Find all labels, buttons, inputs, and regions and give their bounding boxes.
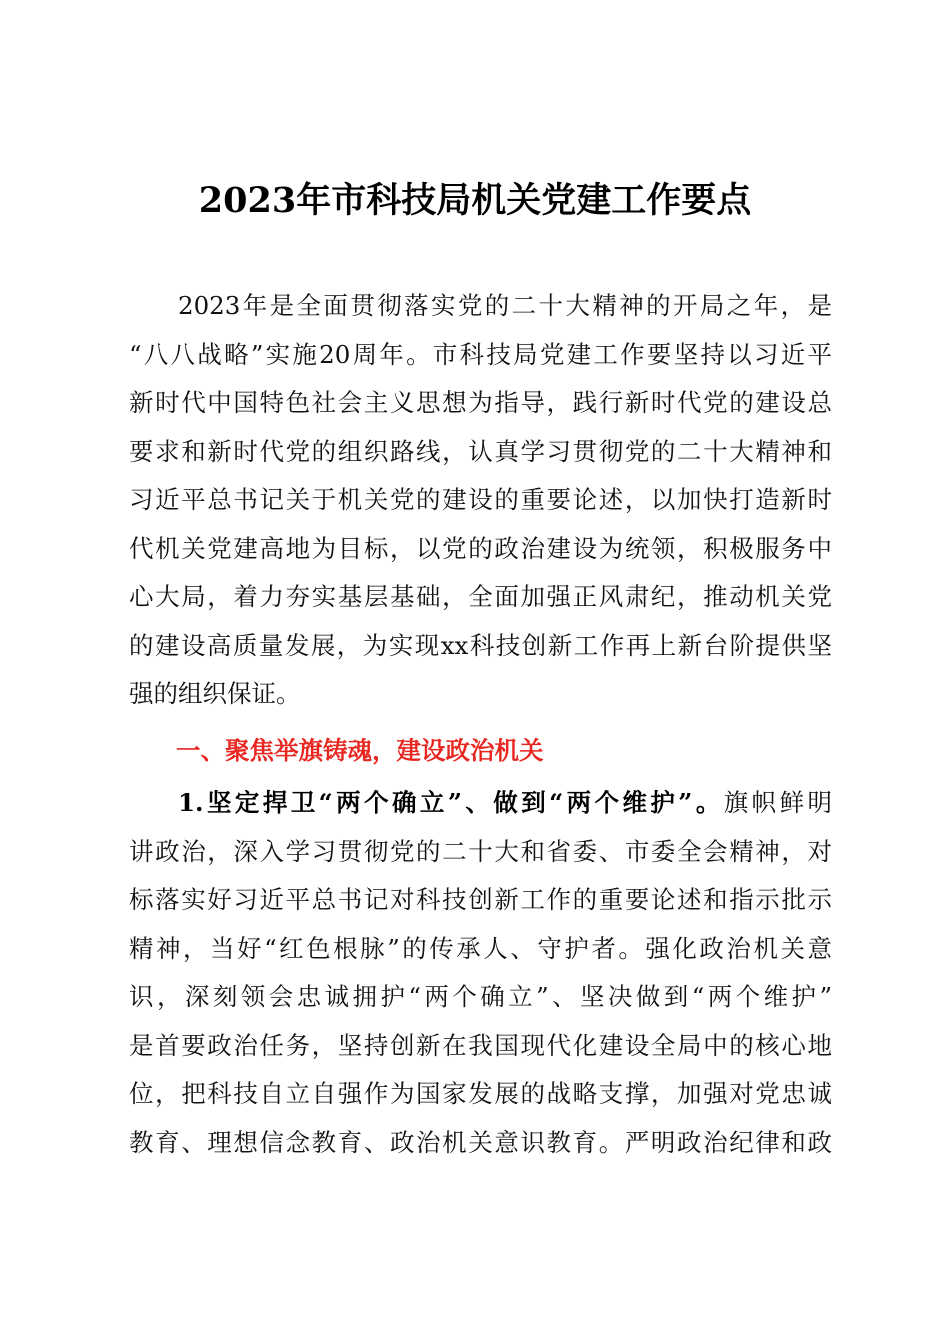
intro-line: 习近平总书记关于机关党的建设的重要论述，以加快打造新时 bbox=[129, 485, 832, 514]
item1-first-line bbox=[129, 779, 832, 828]
item1-line: 教育、理想信念教育、政治机关意识教育。严明政治纪律和政 bbox=[129, 1127, 832, 1157]
intro-line: 代机关党建高地为目标，以党的政治建设为统领，积极服务中 bbox=[129, 533, 832, 563]
section-heading: 一、聚焦举旗铸魂，建设政治机关 bbox=[176, 736, 544, 765]
intro-line: 强的组织保证。 bbox=[129, 679, 301, 708]
intro-paragraph bbox=[129, 282, 832, 719]
item1-paragraph bbox=[129, 779, 832, 1167]
item1-line: 精神，当好“红色根脉”的传承人、守护者。强化政治机关意 bbox=[129, 933, 832, 963]
item1-line: 讲政治，深入学习贯彻党的二十大和省委、市委全会精神，对 bbox=[129, 836, 832, 866]
item1-lead: 1.坚定捍卫“两个确立”、做到“两个维护”。 bbox=[178, 788, 724, 817]
intro-line: “八八战略”实施20周年。市科技局党建工作要坚持以习近平 bbox=[129, 339, 832, 369]
intro-line: 2023年是全面贯彻落实党的二十大精神的开局之年，是 bbox=[178, 291, 832, 320]
intro-line: 的建设高质量发展，为实现xx科技创新工作再上新台阶提供坚 bbox=[129, 630, 832, 660]
item1-first-rest: 旗帜鲜明 bbox=[723, 788, 833, 817]
item1-line: 识，深刻领会忠诚拥护“两个确立”、坚决做到“两个维护” bbox=[129, 982, 832, 1011]
intro-line: 心大局，着力夯实基层基础，全面加强正风肃纪，推动机关党 bbox=[129, 582, 832, 611]
intro-line: 要求和新时代党的组织路线，认真学习贯彻党的二十大精神和 bbox=[129, 436, 832, 466]
item1-line: 位，把科技自立自强作为国家发展的战略支撑，加强对党忠诚 bbox=[129, 1079, 832, 1108]
item1-line: 标落实好习近平总书记对科技创新工作的重要论述和指示批示 bbox=[129, 885, 832, 914]
document-title: 2023年市科技局机关党建工作要点 bbox=[198, 180, 752, 221]
intro-line: 新时代中国特色社会主义思想为指导，践行新时代党的建设总 bbox=[129, 388, 832, 417]
item1-line: 是首要政治任务，坚持创新在我国现代化建设全局中的核心地 bbox=[129, 1030, 832, 1060]
